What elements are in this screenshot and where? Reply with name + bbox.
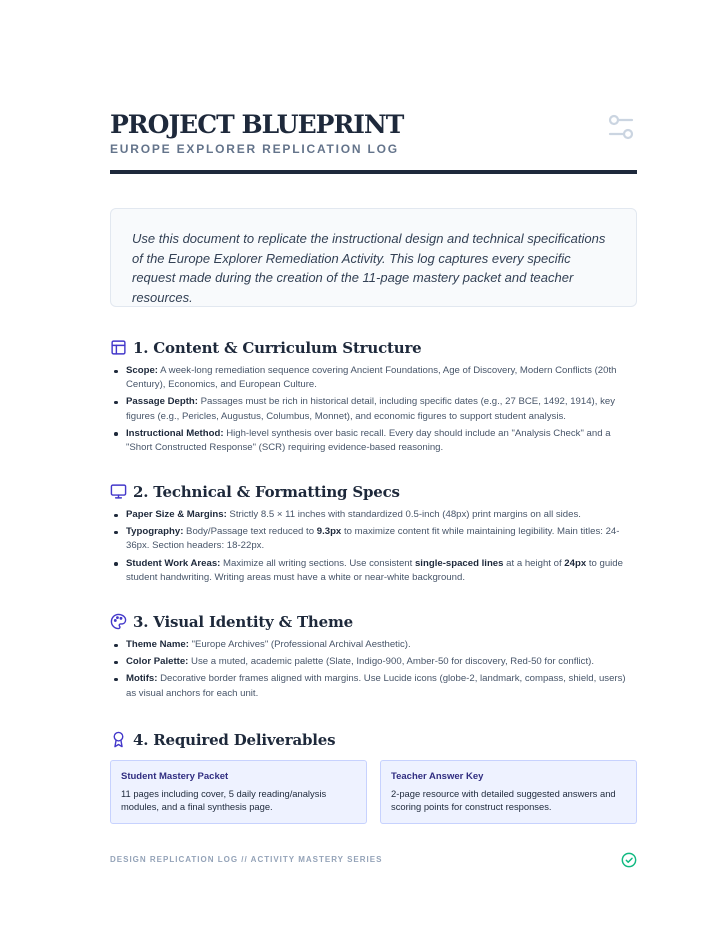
section-title: 3. Visual Identity & Theme <box>133 613 353 631</box>
item-emphasis: 9.3px <box>316 526 342 538</box>
item-label: Color Palette: <box>126 656 189 668</box>
item-text: Decorative border frames aligned with margins. Use Lucide icons (globe-2, landmark, compass, shield, users) as visual anchors for each unit. <box>126 673 626 699</box>
monitor-icon <box>110 483 127 500</box>
item-emphasis: single-spaced lines <box>414 557 504 569</box>
section-heading <box>110 480 637 504</box>
bullet-list <box>110 508 637 585</box>
list-item <box>110 672 637 700</box>
item-label: Motifs: <box>126 673 158 685</box>
section-technical-specs <box>110 480 637 588</box>
page-title: PROJECT BLUEPRINT <box>110 110 404 139</box>
section-title: 2. Technical & Formatting Specs <box>133 483 400 501</box>
item-text: A week-long remediation sequence covering Ancient Foundations, Age of Discovery, Modern Conflicts (20th Century), Economics, and European Culture. <box>126 365 617 391</box>
page-footer <box>110 852 637 870</box>
list-item <box>110 557 637 585</box>
item-label: Paper Size & Margins: <box>126 509 227 520</box>
section-heading <box>110 336 637 360</box>
card-title: Teacher Answer Key <box>391 771 484 782</box>
section-heading <box>110 610 637 634</box>
list-item <box>110 395 637 423</box>
bullet-list <box>110 364 637 455</box>
section-visual-identity <box>110 610 637 704</box>
list-item <box>110 364 637 392</box>
section-title: 1. Content & Curriculum Structure <box>133 339 422 357</box>
card-title: Student Mastery Packet <box>121 771 229 782</box>
section-deliverables <box>110 728 637 752</box>
item-label: Passage Depth: <box>126 396 198 408</box>
item-text: High-level synthesis over basic recall. Every day should include an "Analysis Check" and a "Short Constructed Response" (SCR) requiring evidence-based reasoning. <box>126 427 611 454</box>
list-item <box>110 638 637 652</box>
section-content-curriculum <box>110 336 637 458</box>
item-label: Theme Name: <box>126 639 189 650</box>
layout-icon <box>110 339 127 356</box>
intro-callout <box>110 208 637 307</box>
card-body: 11 pages including cover, 5 daily reading/analysis modules, and a final synthesis page. <box>121 788 327 813</box>
item-text: Strictly 8.5 × 11 inches with standardized 0.5-inch (48px) print margins on all sides. <box>226 509 581 520</box>
section-title: 4. Required Deliverables <box>133 731 336 749</box>
list-item <box>110 508 637 522</box>
list-item <box>110 655 637 669</box>
item-text: "Europe Archives" (Professional Archival Aesthetic). <box>188 639 411 650</box>
palette-icon <box>110 613 127 630</box>
section-heading <box>110 728 637 752</box>
item-emphasis: 24px <box>564 557 587 569</box>
item-label: Instructional Method: <box>126 427 224 439</box>
deliverables-cards <box>110 760 637 824</box>
item-text: Body/Passage text reduced to <box>183 526 317 538</box>
bullet-list <box>110 638 637 701</box>
list-item <box>110 427 637 455</box>
item-text: to maximize content fit while maintaining legibility. Main titles: 24-36px. Section headers: 18-22px. <box>126 526 620 552</box>
card-body: 2-page resource with detailed suggested answers and scoring points for construct responses. <box>391 788 616 813</box>
item-text: Passages must be rich in historical detail, including specific dates (e.g., 27 BCE, 1492, 1914), key figures (e.g., Pericles, Augustus, Columbus, Monnet), and economic figures to support student analysis. <box>126 396 615 422</box>
page-header <box>110 110 637 174</box>
header-rule <box>110 170 637 174</box>
settings-toggle-icon <box>608 113 634 141</box>
item-text: Maximize all writing sections. Use consistent <box>220 557 415 569</box>
check-circle-icon <box>621 852 637 868</box>
deliverable-card <box>380 760 637 824</box>
item-text: Use a muted, academic palette (Slate, Indigo-900, Amber-50 for discovery, Red-50 for conflict). <box>188 656 594 668</box>
item-label: Student Work Areas: <box>126 557 221 569</box>
intro-text: Use this document to replicate the instructional design and technical specifications of the Europe Explorer Remediation Activity. This log captures every specific request made during the creation of the 11-page mastery packet and teacher resources. <box>132 231 606 305</box>
deliverable-card <box>110 760 367 824</box>
list-item <box>110 525 637 553</box>
item-label: Scope: <box>126 365 158 376</box>
item-text: at a height of <box>503 557 565 569</box>
item-text: to guide student handwriting. Writing areas must have a white or near-white background. <box>126 557 623 583</box>
page-subtitle: EUROPE EXPLORER REPLICATION LOG <box>110 142 399 156</box>
award-icon <box>110 731 127 748</box>
item-label: Typography: <box>126 526 184 538</box>
footer-text: DESIGN REPLICATION LOG // ACTIVITY MASTERY SERIES <box>110 855 383 864</box>
